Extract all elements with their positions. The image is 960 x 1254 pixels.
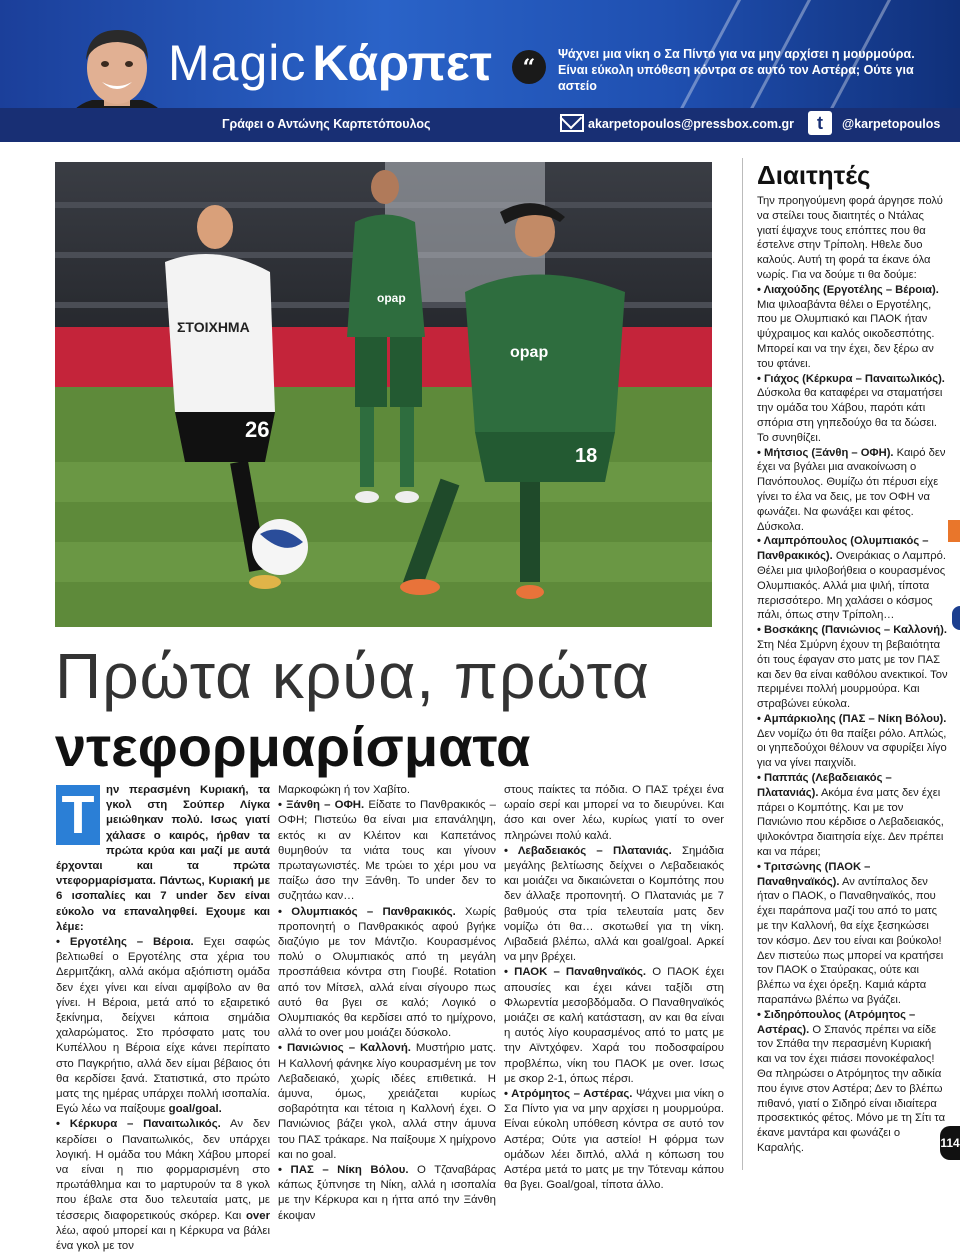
- headline: [55, 640, 735, 782]
- right-sponsor: opap: [510, 344, 549, 361]
- headline-bold: ντεφορμαρίσματα: [55, 715, 531, 778]
- prediction-text: Ο ΠΑΟΚ έχει απουσίες και έχει κάνει ταξίδι στη Φλωρεντία μεσοβδόμαδα. Ο Παναθηναϊκός μοιάζει σε καλή κατάσταση, αν και θα είναι η αυτός λίγο κουρασμένος από το ματς με την Αϊντχόφεν. Χαρά του ποδοσφαίρου προβλέπω, νίκη του ΠΑΟΚ με over. Ισως με σκορ 2-1, όπως πέρσι.: [504, 966, 724, 1085]
- left-number: 26: [245, 417, 270, 442]
- mail-icon: [560, 114, 584, 132]
- author-email[interactable]: akarpetopoulos@pressbox.com.gr: [588, 117, 794, 131]
- header-quote: Ψάχνει μια νίκη ο Σα Πίντο για να μην αρχίσει η μουρμούρα. Είναι εύκολη υπόθεση κόντρα σε αυτό τον Αστέρα; Ούτε για αστείο: [558, 47, 915, 93]
- prediction-item: [56, 935, 270, 1117]
- referee-item: [757, 446, 948, 535]
- prediction-item: [504, 965, 724, 1087]
- prediction-item: [278, 798, 496, 904]
- prediction-item: [278, 1163, 496, 1224]
- headline-light: Πρώτα κρύα, πρώτα: [55, 640, 650, 712]
- prediction-match: • Κέρκυρα – Παναιτωλικός.: [56, 1118, 221, 1131]
- prediction-pick: goal/goal.: [168, 1103, 222, 1116]
- sidebar-title: Διαιτητές: [757, 160, 871, 190]
- prediction-match: • Ολυμπιακός – Πανθρακικός.: [278, 905, 456, 918]
- prediction-pick: over: [245, 1209, 270, 1222]
- referee-item: [757, 860, 948, 1008]
- quote-icon: “: [512, 50, 546, 84]
- match-photo: [55, 162, 712, 627]
- referee-match: • Γιάχος (Κέρκυρα – Παναιτωλικός).: [757, 372, 945, 385]
- brand-light: Magic: [168, 35, 307, 91]
- author-byline: Γράφει ο Αντώνης Καρπετόπουλος: [222, 117, 431, 131]
- prediction-item: [504, 844, 724, 966]
- prediction-match: • Εργοτέλης – Βέροια.: [56, 936, 194, 949]
- referee-text: Αν αντίπαλος δεν ήταν ο ΠΑΟΚ, ο Παναθηναϊκός, που έχει παράπονα μαζί του από το ματς με την Καλλονή, θα είχε ξεσηκώσει τον κόσμο. Δεν του είναι και βούκολο! Δεν πιστεύω πως μπορεί να κρατήσει τον ΠΑΟΚ ο Σταύρακας, ούτε και βλέπω να έχει όρεξη. Καμιά κάρτα παραπάνω βλέπω να βγάζει.: [757, 875, 944, 1007]
- twitter-icon: t: [808, 111, 832, 135]
- referee-match: • Τριτσώνης (ΠΑΟΚ – Παναθηναϊκός).: [757, 860, 871, 888]
- prediction-text: Είδατε το Πανθρακικός – ΟΦΗ; Πιστεύω θα είναι μια επανάληψη, εκτός κι αν Κλέιτον και Καπετάνος θυμηθούν τα νιάτα τους και γίνουν πρωταγωνιστές. Με τρώει το χέρι μου να παίξω άσο την Ξάνθη. Το under δεν το συζητάω καν…: [278, 799, 497, 903]
- prediction-text: Μαρκοφώκη ή τον Χαβίτο.: [278, 784, 411, 796]
- prediction-text: Εχει σαφώς βελτιωθεί ο Εργοτέλης στα χέρια του Δερμιτζάκη, αλλά ακόμα αξιόπιστη ομάδα δεν έχει γίνει και είναι αμφίβολο αν θα γίνει. Η Βέροια, μετά από το εξαιρετικό ξεκίνημα, δείχνει κάποια σημάδια χαλαρώματος. Στο πρόσφατο ματς του Κυπέλλου η Βέροια είχε κάνει περίπατο στο Παγκρήτιο, αλλά δεν είμαι βέβαιος ότι θα κερδίσει ξανά. Στατιστικά, στο πρώτο ματς της ημέρας υπάρχει πολλή ισοπαλία. Εγώ λέω να παίξουμε: [56, 936, 270, 1116]
- article-lead: ην περασμένη Κυριακή, τα γκολ στη Σούπερ Λίγκα μειώθηκαν πολύ. Ισως γιατί χάλασε ο καιρός, ήρθαν τα πρώτα κρύα και μαζί με αυτά έρχονται και τα πρώτα ντεφορμαρίσματα. Πάντως, Κυριακή με 6 ισοπαλίες και 7 under δεν είναι εύκολο να επαναληφθεί. Εχουμε και λέμε:: [56, 784, 270, 933]
- prediction-text: στους παίκτες τα πόδια. Ο ΠΑΣ τρέχει ένα ωραίο σερί και μπορεί να το διευρύνει. Και άσο και over λέω, κυρίως γιατί το over πληρώνει πολύ καλά.: [504, 784, 724, 842]
- referee-item: [757, 534, 948, 623]
- brand-bold: Κάρπετ: [312, 35, 492, 91]
- referee-text: Δύσκολα θα καταφέρει να σταματήσει την ομάδα του Χάβου, παρότι κάτι σπόρια στη γηπεδούχο θα τα δώσει. Το συνηθίζει.: [757, 387, 943, 444]
- prediction-match: • ΠΑΟΚ – Παναθηναϊκός.: [504, 966, 647, 979]
- prediction-match: • Ξάνθη – ΟΦΗ.: [278, 799, 365, 812]
- page-number: 114: [940, 1126, 960, 1160]
- referee-match: • Λιαχούδης (Εργοτέλης – Βέροια).: [757, 283, 939, 296]
- referee-item: [757, 372, 948, 446]
- referee-text: Δεν νομίζω ότι θα παίξει ρόλο. Απλώς, οι γηπεδούχοι θέλουν να σφυρίξει λίγο για να γίνει παιχνίδι.: [757, 727, 947, 770]
- referee-text: Ονειράκιας ο Λαμπρό. Θέλει μια ψιλοβοήθεια ο κουρασμένος Ολυμπιακός. Αλλά μια ψιλή, τίποτα περισσότερο. Μη χαλάσει ο κόσμος πάλι, όπως στην Τρίπολη…: [757, 550, 947, 622]
- referee-text: Ο Σπανός πρέπει να είδε τον Σπάθα την περασμένη Κυριακή και να τον έχει πιάσει πονοκέφαλος! Θα πληρώσει ο Ατρόμητος την αδικία που έγινε στον Αστέρα; Δεν το βλέπω πιθανό, γιατί ο Σιδηρό είναι ιδιαίτερα προσεκτικός φέτος. Μόνο με τη Σίτι τα έκανε μαντάρα και φωνάζει ο Καραλής.: [757, 1023, 946, 1154]
- left-sponsor: ΣΤΟΙΧΗΜΑ: [177, 319, 250, 335]
- prediction-text: Αν δεν κερδίσει ο Παναιτωλικός, δεν υπάρχει λογική. Η ομάδα του Μάκη Χάβου μπορεί να είναι η πιο φορμαρισμένη στο πρωτάθλημα και το μαρτυρούν τα 8 γκολ που έβαλε στα δυο τελευταία ματς, με τέσσερις διαφορετικούς σκόρερ. Και: [56, 1118, 270, 1222]
- edge-marker: [952, 606, 960, 630]
- right-number: 18: [575, 445, 598, 467]
- referee-match: • Λαμπρόπουλος (Ολυμπιακός – Πανθρακικός).: [757, 535, 929, 563]
- referee-match: • Παππάς (Λεβαδειακός – Πλατανιάς).: [757, 772, 892, 799]
- referee-text: Στη Νέα Σμύρνη έχουν τη βεβαιότητα ότι τους έφαγαν στο ματς με τον ΠΑΣ και δεν θα είναι καθόλου ανεκτικοί. Τον περιμένει πολλή μουρμούρα. Και στραβώνει εύκολα.: [757, 638, 948, 711]
- prediction-text: Μυστήριο ματς. Η Καλλονή φάνηκε λίγο κουρασμένη με τον Λεβαδειακό, χωρίς ιδέες επιθετικά. Η άμυνα, όμως, χρειάζεται κυρίως σοβαρότητα και τέτοια η Καλλονή έχει. Ο Πανιώνιος βάζει γκολ, αλλά στην άμυνα του ΠΑΣ τράκαρε. Να παίξουμε Χ ημίχρονο και no goal.: [278, 1042, 496, 1161]
- referees-sidebar: [742, 158, 948, 1170]
- prediction-text: λέω, αφού μπορεί και η Κέρκυρα να βάλει ένα γκολ με τον: [56, 1224, 270, 1253]
- prediction-match: • ΠΑΣ – Νίκη Βόλου.: [278, 1164, 409, 1177]
- column-brand: [168, 35, 492, 91]
- prediction-item: [278, 1041, 496, 1163]
- prediction-match: • Ατρόμητος – Αστέρας.: [504, 1088, 633, 1101]
- referee-item: [757, 283, 948, 372]
- prediction-item: [56, 1117, 270, 1254]
- prediction-item: [504, 1087, 724, 1193]
- back-sponsor: opap: [377, 291, 406, 305]
- referee-match: • Σιδηρόπουλος (Ατρόμητος – Αστέρας).: [757, 1008, 916, 1036]
- prediction-text: Ο Τζαναβάρας κάπως ξύπνησε τη Νίκη, αλλά η ισοπαλία με την Κέρκυρα και η ήττα από την Ξάνθη έκοψαν: [278, 1164, 496, 1222]
- prediction-text: Ψάχνει μια νίκη ο Σα Πίντο για να μην αρχίσει η μουρμούρα. Είναι εύκολη υπόθεση κόντρα σε αυτό τον Αστέρα; Ούτε για αστείο! Η φόρμα των ομάδων λέει διπλό, αλλά η κόπωση του Αστέρα μετά το ματς με την Τότεναμ κάπου θα βγει. Goal/goal, τίποτα άλλο.: [504, 1088, 724, 1192]
- article-column-1: [56, 783, 270, 1254]
- prediction-text: Χωρίς προπονητή ο Πανθρακικός αφού βγήκε διαζύγιο με τον Μάντζιο. Κουρασμένος πολύ ο Ολυμπιακός από τη μεγάλη προσπάθεια κόντρα στη Γιουβέ. Rotation από τον Μίτσελ, αλλά είναι σίγουρο πως αυτό θα βγει σε καλό; Λογικό ο Ολυμπιακός θα κερδίσει από το ημίχρονο, αλλά το over μου μοιάζει δύσκολο.: [278, 905, 496, 1040]
- article-column-2: [278, 783, 496, 1224]
- referee-match: • Αμπάρκιολης (ΠΑΣ – Νίκη Βόλου).: [757, 712, 947, 725]
- column-header: [0, 0, 960, 142]
- referee-item: [757, 1008, 948, 1156]
- referee-text: Μια ψιλοαβάντα θέλει ο Εργοτέλης, που με Ολυμπιακό και ΠΑΟΚ ήταν ψύχραιμος και καλός οικοδεσπότης. Μπορεί και να την έχει, δεν ξέρω αν του φτάνει.: [757, 298, 935, 370]
- prediction-match: • Λεβαδειακός – Πλατανιάς.: [504, 844, 672, 857]
- referee-item: [757, 623, 948, 712]
- sidebar-body: [757, 194, 948, 1156]
- prediction-item: [278, 905, 496, 1042]
- referee-item: [757, 771, 948, 860]
- referee-item: [757, 712, 948, 771]
- prediction-text: Σημάδια μεγάλης βελτίωσης δείχνει ο Λεβαδειακός και μοιάζει να δικαιώνεται ο Κομπότης που δεν άλλαξε προπονητή. Ο Πλατανιάς με 7 βαθμούς στα τρία τελευταία ματς δεν νομίζω ότι θα… σκοτωθεί για τη νίκη. Λιβαδειά βλέπω, αλλά και goal/goal. Αρκεί να μην βρέχει.: [504, 844, 724, 964]
- referee-text: Καιρό δεν έχει να βγάλει μια ανακοίνωση ο Πανόπουλος. Θυμίζω ότι πέρυσι είχε γίνει το έλα να δεις, με τον ΟΦΗ να φωνάζει. Να φωνάξει και φέτος. Δύσκολα.: [757, 446, 946, 533]
- referee-text: Ακόμα ένα ματς δεν έχει πάρει ο Κομπότης. Και με τον Πανιώνιο που κέρδισε ο Λεβαδειακός, ψιλοκόντρα διαιτησία είχε. Δεν πρέπει και να πάρει;: [757, 786, 944, 859]
- article-column-3: [504, 783, 724, 1193]
- referee-match: • Βοσκάκης (Πανιώνιος – Καλλονή).: [757, 624, 947, 637]
- prediction-match: • Πανιώνιος – Καλλονή.: [278, 1042, 411, 1055]
- prediction-item: [278, 783, 496, 798]
- edge-marker: [948, 520, 960, 542]
- drop-cap: T: [56, 785, 100, 845]
- sidebar-intro: Την προηγούμενη φορά άργησε πολύ να στείλει τους διαιτητές ο Ντάλας γιατί έψαχνε τους επόπτες που θα έστελνε στην Τρίπολη. Ηθελε δυο καλούς. Αυτή τη φορά τα έκανε όλα νωρίς. Για να δούμε τι θα δούμε:: [757, 195, 943, 281]
- referee-match: • Μήτσιος (Ξάνθη – ΟΦΗ).: [757, 446, 894, 459]
- author-twitter[interactable]: @karpetopoulos: [842, 117, 941, 131]
- prediction-item: [504, 783, 724, 844]
